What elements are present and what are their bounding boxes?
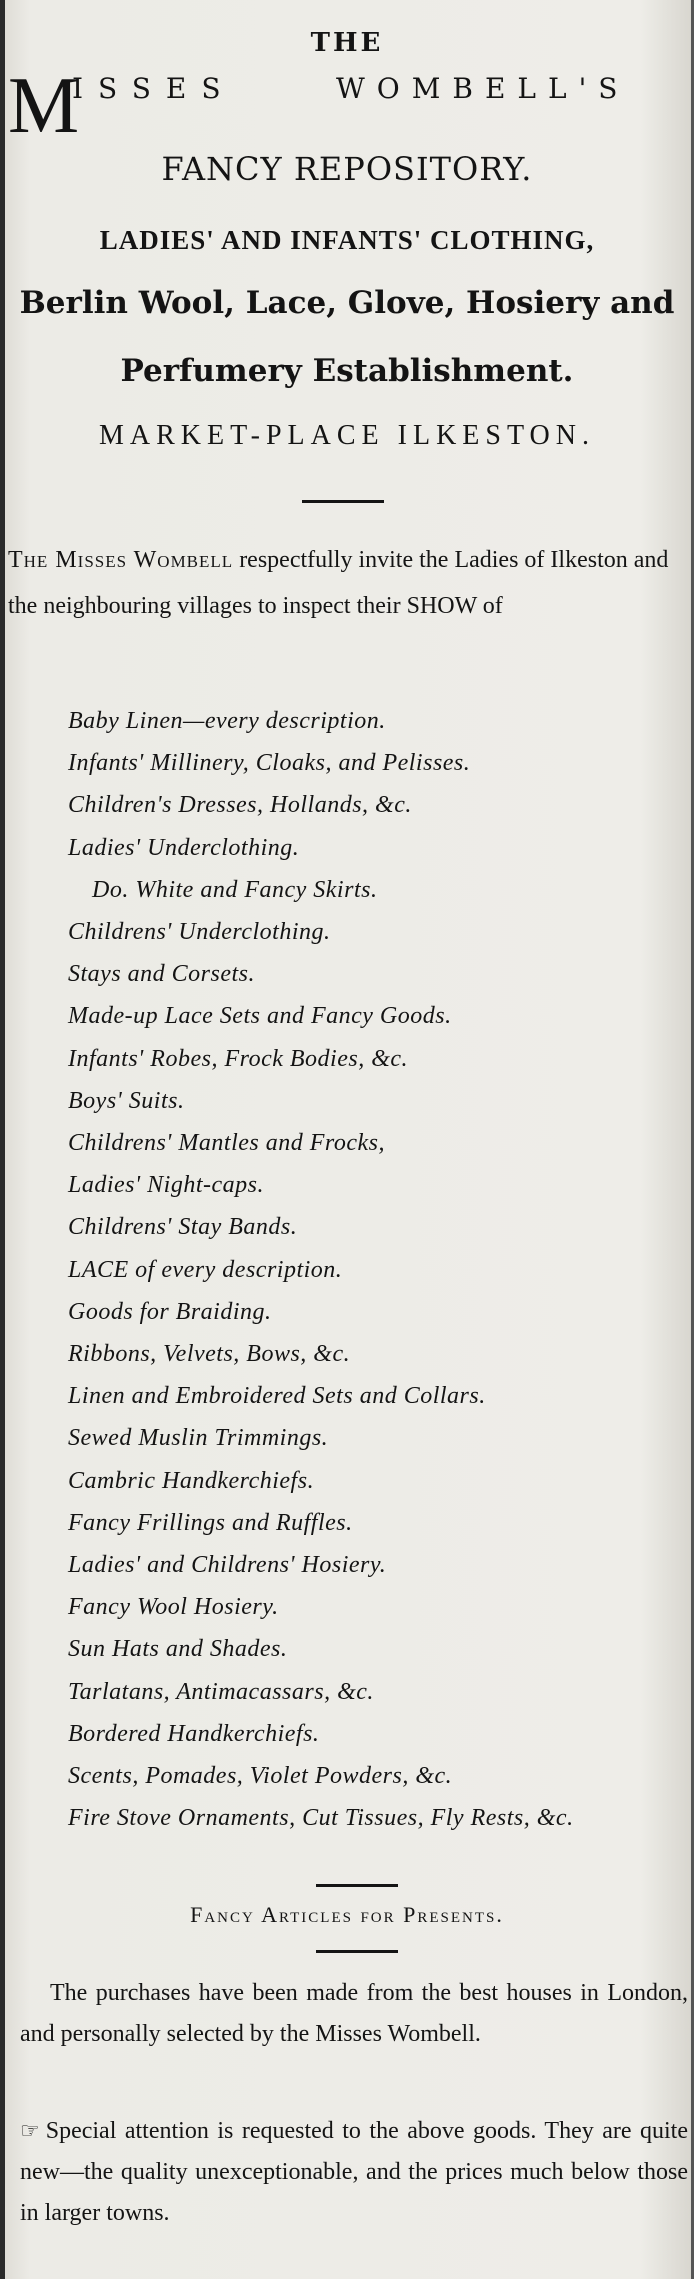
list-item: Stays and Corsets. (68, 961, 256, 988)
list-item: Fancy Frillings and Ruffles. (68, 1509, 353, 1536)
pointing-hand-icon: ☞ (20, 2118, 40, 2143)
list-item: Baby Linen—every description. (68, 708, 386, 734)
list-item: LACE of every description. (68, 1256, 343, 1283)
heading-perfumery: Perfumery Establishment. (120, 353, 574, 389)
heading-fancy-repository: FANCY REPOSITORY. (161, 150, 533, 188)
list-item: Do. White and Fancy Skirts. (92, 876, 378, 903)
drop-cap-m: M (8, 62, 80, 150)
list-item: Ladies' Underclothing. (68, 834, 300, 861)
heading-the: THE (310, 28, 384, 58)
heading-misses: ISSES (72, 72, 236, 105)
list-item: Fire Stove Ornaments, Cut Tissues, Fly Rests, &c. (68, 1805, 574, 1832)
intro-paragraph (8, 537, 686, 629)
list-item: Infants' Robes, Frock Bodies, &c. (68, 1045, 409, 1072)
list-item: Bordered Handkerchiefs. (68, 1720, 320, 1747)
special-attention-paragraph (20, 2110, 688, 2234)
list-item: Scents, Pomades, Violet Powders, &c. (68, 1763, 453, 1790)
heading-berlin-wool: Berlin Wool, Lace, Glove, Hosiery and (19, 285, 675, 321)
list-item: Childrens' Mantles and Frocks, (68, 1130, 385, 1157)
divider-rule-upper (316, 1884, 398, 1887)
heading-market-place: MARKET-PLACE ILKESTON. (98, 420, 595, 451)
list-item: Goods for Braiding. (68, 1298, 272, 1325)
list-item: Linen and Embroidered Sets and Collars. (68, 1383, 486, 1410)
divider-rule (302, 500, 384, 503)
list-item: Fancy Wool Hosiery. (68, 1594, 279, 1621)
list-item: Boys' Suits. (68, 1087, 185, 1114)
list-item: Ribbons, Velvets, Bows, &c. (68, 1341, 351, 1368)
page-border-left (0, 0, 5, 2279)
list-item: Ladies' and Childrens' Hosiery. (68, 1552, 387, 1579)
special-attention-text: Special attention is requested to the above goods. They are quite new—the quality unexceptionable, and the prices much below those in larger towns. (20, 2118, 688, 2226)
list-item: Ladies' Night-caps. (68, 1172, 264, 1199)
heading-ladies-clothing: LADIES' AND INFANTS' CLOTHING, (99, 225, 595, 255)
list-item: Childrens' Underclothing. (68, 919, 331, 946)
purchases-paragraph: The purchases have been made from the best houses in London, and personally selected by the Misses Wombell. (20, 1980, 688, 2047)
list-item: Tarlatans, Antimacassars, &c. (68, 1678, 374, 1705)
list-item: Infants' Millinery, Cloaks, and Pelisses. (68, 750, 471, 777)
heading-wombells: WOMBELL'S (336, 72, 630, 105)
list-item: Made-up Lace Sets and Fancy Goods. (68, 1003, 452, 1030)
intro-text: respectfully invite the Ladies of Ilkeston and the neighbouring villages to inspect their SHOW of (8, 547, 669, 619)
list-item: Children's Dresses, Hollands, &c. (68, 792, 412, 819)
fancy-articles-title: Fancy Articles for Presents. (190, 1902, 504, 1927)
list-item: Sewed Muslin Trimmings. (68, 1425, 329, 1452)
list-item: Cambric Handkerchiefs. (68, 1467, 315, 1494)
list-item: Sun Hats and Shades. (68, 1636, 288, 1663)
divider-rule-lower (316, 1950, 398, 1953)
intro-lead: The Misses Wombell (8, 547, 234, 573)
goods-list (68, 700, 688, 1839)
list-item: Childrens' Stay Bands. (68, 1214, 298, 1241)
